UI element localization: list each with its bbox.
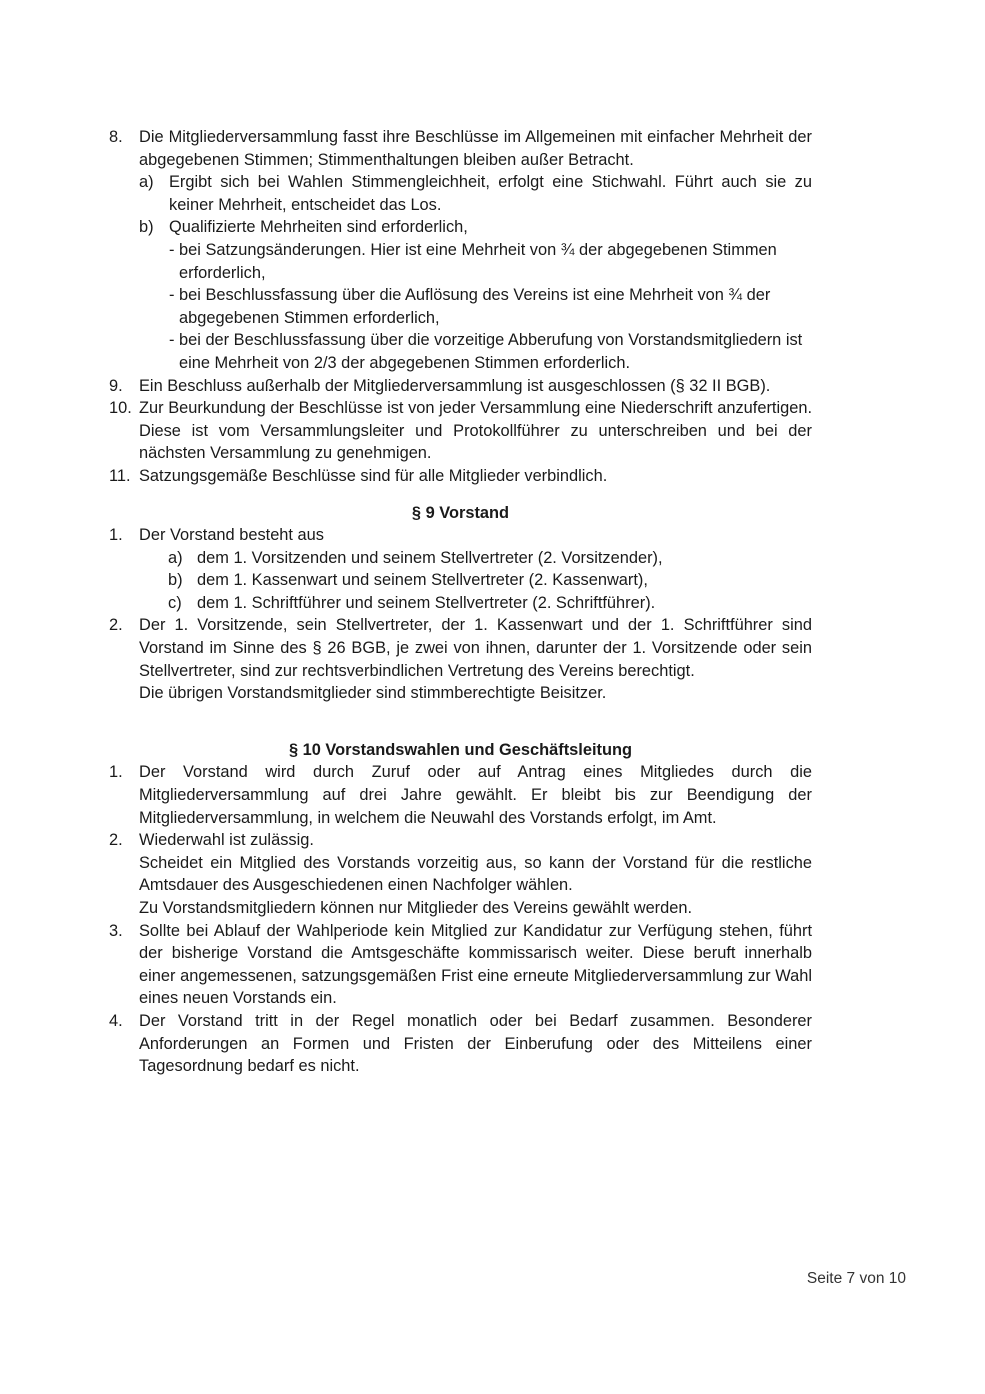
sub-item-a xyxy=(139,171,812,216)
sub-item-text: Ergibt sich bei Wahlen Stimmengleichheit, erfolgt eine Stichwahl. Führt auch sie zu keiner Mehrheit, entscheidet das Los. xyxy=(169,173,812,214)
item-number: 11. xyxy=(109,466,131,485)
item-text: Satzungsgemäße Beschlüsse sind für alle Mitglieder verbindlich. xyxy=(139,466,608,485)
sub-item-text: dem 1. Kassenwart und seinem Stellvertreter (2. Kassenwart), xyxy=(197,571,648,590)
sub-item-text: dem 1. Schriftführer und seinem Stellvertreter (2. Schriftführer). xyxy=(197,593,656,612)
s10-item-3 xyxy=(109,920,812,1010)
item-number: 10. xyxy=(109,399,132,418)
item-text: Die Mitgliederversammlung fasst ihre Beschlüsse im Allgemeinen mit einfacher Mehrheit der abgegebenen Stimmen; Stimmenthaltungen bleiben außer Betracht. xyxy=(139,128,812,169)
item-text: Ein Beschluss außerhalb der Mitgliederversammlung ist ausgeschlossen (§ 32 II BGB). xyxy=(139,376,771,395)
item-text: Wiederwahl ist zulässig. xyxy=(139,831,314,850)
item-paragraph: Zu Vorstandsmitgliedern können nur Mitglieder des Vereins gewählt werden. xyxy=(139,899,693,917)
item-text: Der 1. Vorsitzende, sein Stellvertreter, der 1. Kassenwart und der 1. Schriftführer sind Vorstand im Sinne des § 26 BGB, je zwei von ihnen, darunter der 1. Vorsitzende oder sein Stellvertreter, sind zur rechtsverbindlichen Vertretung des Vereins berechtigt. xyxy=(139,616,812,680)
sub-item-label: a) xyxy=(139,173,154,192)
sub-item-label: b) xyxy=(139,218,154,237)
s9-sub-item-a xyxy=(138,547,812,570)
s9-item-2 xyxy=(109,614,812,682)
item-number: 9. xyxy=(109,376,123,395)
item-number: 3. xyxy=(109,921,123,940)
item-number: 2. xyxy=(109,616,123,635)
sub-item-b-lines xyxy=(169,239,812,375)
page-number-footer: Seite 7 von 10 xyxy=(806,1270,906,1287)
item-number: 2. xyxy=(109,831,123,850)
sub-item-label: a) xyxy=(168,548,183,567)
item-paragraph: Scheidet ein Mitglied des Vorstands vorzeitig aus, so kann der Vorstand für die restliche Amtsdauer des Ausgeschiedenen einen Nachfolger wählen. xyxy=(139,853,812,895)
list-item-9 xyxy=(109,375,812,398)
list-item-11 xyxy=(109,465,812,488)
item-number: 8. xyxy=(109,128,123,146)
section-heading-10: § 10 Vorstandswahlen und Geschäftsleitung xyxy=(288,740,633,759)
s10-item-4 xyxy=(109,1010,812,1078)
s9-sub-item-c xyxy=(138,592,812,615)
text-line: - bei der Beschlussfassung über die vorzeitige Abberufung von Vorstandsmitgliedern ist xyxy=(169,331,803,350)
text-line: - bei Satzungsänderungen. Hier ist eine Mehrheit von ¾ der abgegebenen Stimmen xyxy=(169,240,777,259)
item-number: 1. xyxy=(109,526,123,545)
sub-item-label: c) xyxy=(168,593,182,612)
item-text: Der Vorstand wird durch Zuruf oder auf Antrag eines Mitgliedes durch die Mitgliederversammlung auf drei Jahre gewählt. Er bleibt bis zur Beendigung der Mitgliederversammlung, in welchem die Neuwahl des Vorstands erfolgt, im Amt. xyxy=(139,763,812,827)
s9-item-1 xyxy=(109,524,812,547)
s10-item-2 xyxy=(109,829,812,919)
item-text: Zur Beurkundung der Beschlüsse ist von jeder Versammlung eine Niederschrift anzufertigen. Diese ist vom Versammlungsleiter und Protokollführer zu unterschreiben und bei der nächsten Versammlung zu genehmigen. xyxy=(139,399,812,463)
item-text: Der Vorstand besteht aus xyxy=(139,526,324,545)
item-text: Sollte bei Ablauf der Wahlperiode kein Mitglied zur Kandidatur zur Verfügung stehen, führt der bisherige Vorstand die Amtsgeschäfte kommissarisch weiter. Diese beruft innerhalb einer angemessenen, satzungsgemäßen Frist eine erneute Mitgliederversammlung zur Wahl eines neuen Vorstands ein. xyxy=(139,921,812,1008)
s10-item-1 xyxy=(109,761,812,829)
page-content xyxy=(109,126,812,1078)
sub-item-text: dem 1. Vorsitzenden und seinem Stellvertreter (2. Vorsitzender), xyxy=(197,548,663,567)
list-item-10 xyxy=(109,397,812,465)
sub-item-label: b) xyxy=(168,571,183,590)
text-line: abgegebenen Stimmen erforderlich, xyxy=(179,308,440,327)
item-text: Der Vorstand tritt in der Regel monatlich oder bei Bedarf zusammen. Besonderer Anforderungen an Formen und Fristen der Einberufung oder des Mitteilens einer Tagesordnung bedarf es nicht. xyxy=(139,1011,812,1076)
sub-item-text: Qualifizierte Mehrheiten sind erforderlich, xyxy=(169,218,468,237)
item-number: 1. xyxy=(109,763,123,782)
section-heading-9: § 9 Vorstand xyxy=(411,503,510,522)
item-number: 4. xyxy=(109,1011,123,1030)
sub-item-b xyxy=(139,216,812,374)
text-line: erforderlich, xyxy=(179,263,266,282)
s9-item-2-note: Die übrigen Vorstandsmitglieder sind stimmberechtigte Beisitzer. xyxy=(139,684,607,703)
list-item-8 xyxy=(109,126,812,375)
s9-sub-item-b xyxy=(138,569,812,592)
text-line: - bei Beschlussfassung über die Auflösung des Vereins ist eine Mehrheit von ¾ der xyxy=(169,286,771,305)
text-line: eine Mehrheit von 2/3 der abgegebenen Stimmen erforderlich. xyxy=(179,353,631,372)
